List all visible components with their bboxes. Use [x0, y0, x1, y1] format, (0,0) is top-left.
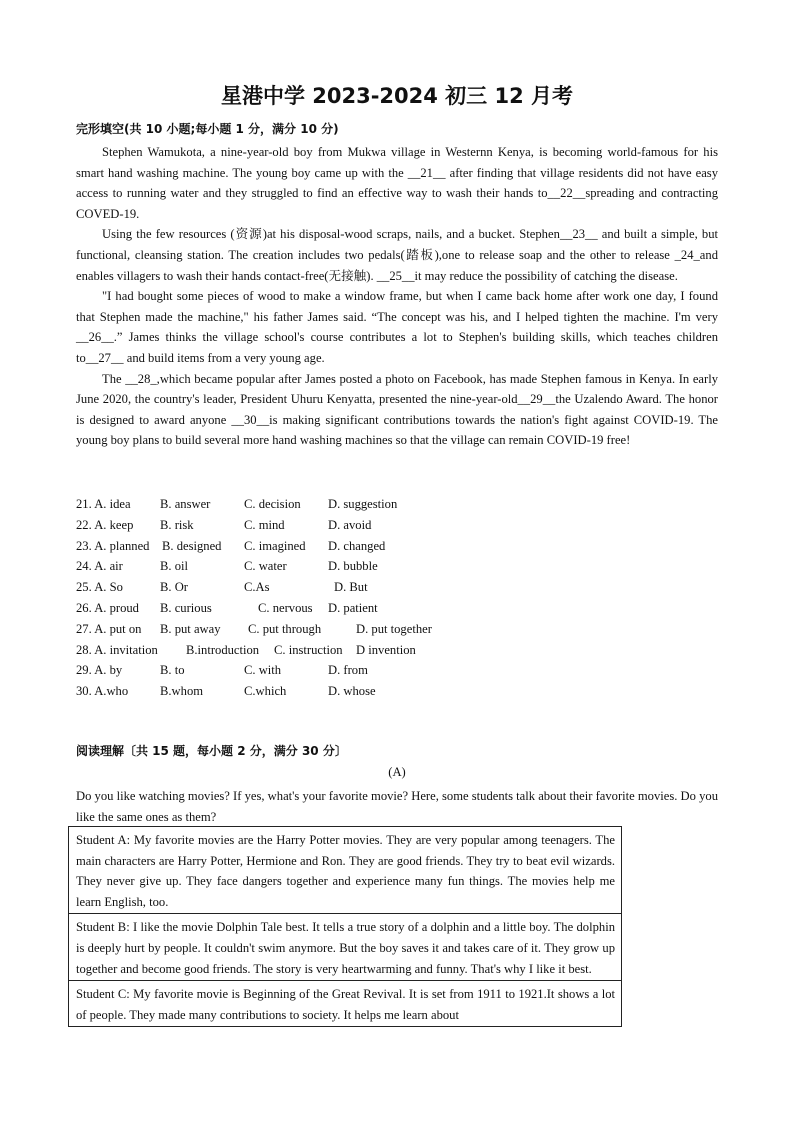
option-c: C.As: [244, 580, 270, 595]
option-b: B. put away: [160, 621, 221, 636]
option-a: 22. A. keep: [76, 517, 134, 532]
option-d: D. put together: [356, 621, 432, 636]
option-c: C. put through: [248, 621, 322, 636]
option-a: 30. A.who: [76, 684, 129, 699]
option-c: C. instruction: [274, 642, 343, 657]
option-a: 29. A. by: [76, 663, 123, 678]
option-d: D. But: [334, 580, 368, 595]
reading-intro: Do you like watching movies? If yes, what's your favorite movie? Here, some students talk about their favorite movies. Do you like the same ones as them?: [76, 789, 718, 824]
option-a: 21. A. idea: [76, 497, 131, 511]
option-c: C.which: [244, 684, 287, 699]
cloze-paragraph: "I had bought some pieces of wood to make a window frame, but when I came back home after work one day, I found that Stephen made the machine," his father James said. “The concept was his, and I helped tighten the machine. I'm very __26__.” James thinks the village school's course contributes a lot to Stephen's building skills, which teaches children to__27__ and build items from a very young age.: [76, 289, 718, 365]
cloze-heading: 完形填空(共 10 小题;每小题 1 分，满分 10 分): [76, 122, 339, 136]
part-label: (A): [388, 765, 406, 779]
option-c: C. decision: [244, 497, 301, 511]
option-row: [76, 556, 576, 577]
option-a: 24. A. air: [76, 559, 123, 574]
option-c: C. nervous: [258, 600, 313, 615]
option-a: 25. A. So: [76, 580, 123, 595]
option-b: B. to: [160, 663, 185, 678]
student-a-cell: Student A: My favorite movies are the Harry Potter movies. They are very popular among teenagers. The main characters are Harry Potter, Hermione and Ron. They are good friends. They try to beat evil wizards. They never give up. They face dangers together and experience many fun things. The movies help me learn English, too.: [69, 827, 621, 914]
option-row: [76, 640, 576, 661]
option-b: B. curious: [160, 600, 212, 615]
cloze-paragraph: Using the few resources (资源)at his disposal-wood scraps, nails, and a bucket. Stephen__23__ and built a simple, but functional, cleansing station. The creation includes two pedals(踏板),one to release soap and the other to release _24_and enables villagers to wash their hands contact-free(无接触). __25__it may reduce the possibility of catching the disease.: [76, 227, 718, 283]
option-d: D. from: [328, 663, 368, 678]
reading-heading: 阅读理解〔共 15 题，每小题 2 分，满分 30 分〕: [76, 744, 347, 758]
page-title: 星港中学 2023-2024 初三 12 月考: [220, 84, 574, 108]
option-b: B. designed: [162, 538, 222, 553]
cloze-paragraph: The __28_,which became popular after James posted a photo on Facebook, has made Stephen famous in Kenya. In early June 2020, the country's leader, President Uhuru Kenyatta, presented the nine-year-old__29__the Uzalendo Award. The honor is designed to award anyone __30__is making significant contributions towards the nation's fight against COVID-19. The young boy plans to build several more hand washing machines so that the village can remain COVID-19 free!: [76, 371, 718, 448]
option-b: B. Or: [160, 580, 188, 595]
option-d: D. whose: [328, 684, 376, 699]
option-a: 27. A. put on: [76, 621, 142, 636]
cloze-paragraph: Stephen Wamukota, a nine-year-old boy from Mukwa village in Westernn Kenya, is becoming world-famous for his smart hand washing machine. The young boy came up with the __21__ after finding that village residents did not have easy access to running water and they struggled to find an effective way to wash their hands to__22__spreading and contracting COVED-19.: [76, 145, 718, 221]
student-c-cell: Student C: My favorite movie is Beginning of the Great Revival. It is set from 1911 to 1921.It shows a lot of people. They made many contributions to society. It helps me learn about: [69, 981, 621, 1027]
cloze-options: [76, 494, 576, 702]
student-b-cell: Student B: I like the movie Dolphin Tale best. It tells a true story of a dolphin and a little boy. The dolphin is deeply hurt by people. It couldn't swim anymore. But the boy saves it and takes care of it. They grow up together and become good friends. The story is very heartwarming and funny. That's why I like it best.: [69, 914, 621, 981]
cloze-passage: [76, 142, 718, 451]
option-row: [76, 619, 576, 640]
option-row: [76, 494, 576, 515]
option-c: C. water: [244, 559, 287, 574]
option-a: 26. A. proud: [76, 600, 139, 615]
option-d: D. changed: [328, 538, 386, 553]
option-row: [76, 515, 576, 536]
option-a: 28. A. invitation: [76, 642, 158, 657]
option-b: B. answer: [160, 497, 211, 511]
option-c: C. imagined: [244, 538, 306, 553]
option-b: B.introduction: [186, 642, 260, 657]
option-d: D invention: [356, 642, 416, 657]
option-row: [76, 660, 576, 681]
option-row: [76, 681, 576, 702]
option-b: B.whom: [160, 684, 204, 699]
option-d: D. patient: [328, 600, 378, 615]
option-d: D. avoid: [328, 517, 372, 532]
option-b: B. oil: [160, 559, 188, 574]
option-row: [76, 536, 576, 557]
option-d: D. bubble: [328, 559, 378, 574]
option-a: 23. A. planned: [76, 538, 150, 553]
option-row: [76, 577, 576, 598]
option-d: D. suggestion: [328, 497, 398, 511]
option-c: C. mind: [244, 517, 285, 532]
option-row: [76, 598, 576, 619]
option-c: C. with: [244, 663, 282, 678]
student-table: [68, 826, 622, 1027]
option-b: B. risk: [160, 517, 194, 532]
